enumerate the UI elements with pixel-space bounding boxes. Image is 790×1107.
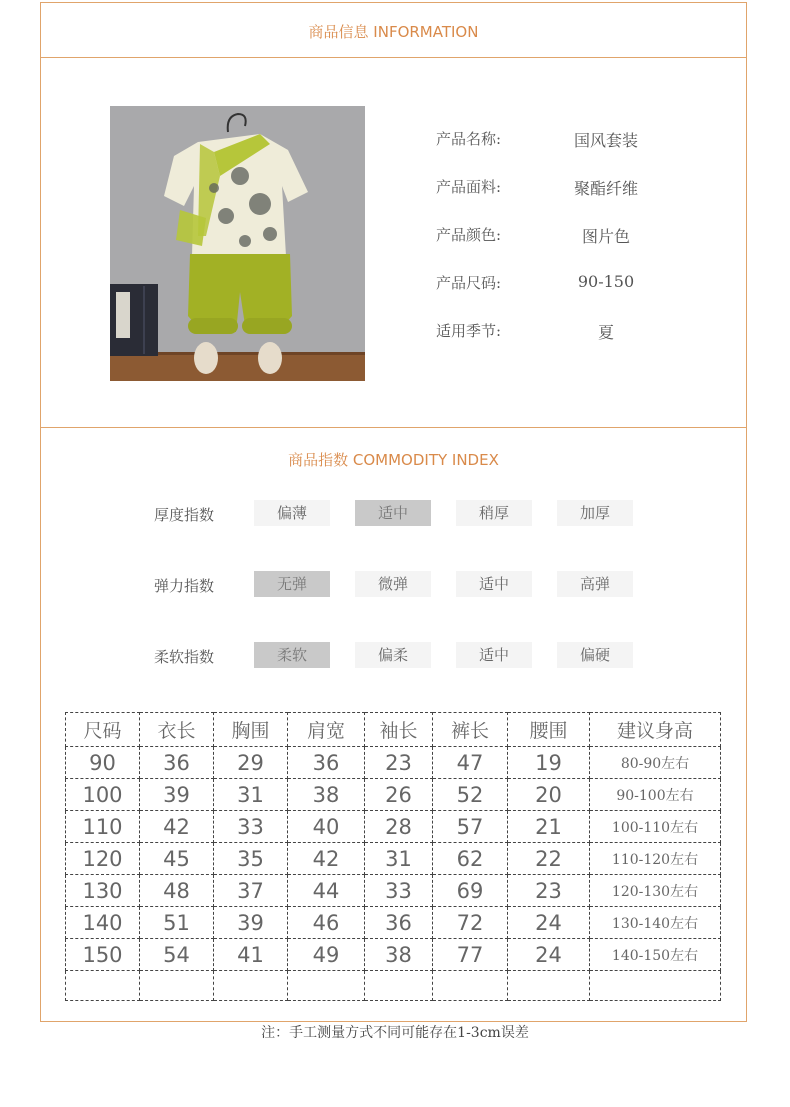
table-cell: 49 [288,939,365,971]
table-header-cell: 尺码 [66,713,140,747]
table-cell: 23 [508,875,590,907]
index-option: 高弹 [557,571,633,597]
table-header-cell: 腰围 [508,713,590,747]
info-value: 聚酯纤维 [573,179,638,198]
table-row [66,939,721,971]
section-divider [40,57,747,58]
product-photo [110,106,365,381]
table-cell: 110 [66,811,140,843]
info-section-title: 商品信息 INFORMATION [308,23,479,41]
table-cell: 33 [214,811,288,843]
table-cell: 22 [508,843,590,875]
table-cell: 48 [140,875,214,907]
table-cell [590,971,721,1001]
index-option: 微弹 [355,571,431,597]
table-cell [433,971,508,1001]
table-cell: 40 [288,811,365,843]
table-cell: 36 [365,907,433,939]
table-cell: 140-150左右 [590,939,721,971]
table-cell: 51 [140,907,214,939]
table-row [66,779,721,811]
table-header-row [66,713,721,747]
table-cell: 41 [214,939,288,971]
table-cell: 62 [433,843,508,875]
table-cell [66,971,140,1001]
info-value: 国风套装 [573,131,638,150]
table-cell: 24 [508,907,590,939]
info-label: 产品尺码: [436,274,502,292]
table-cell: 77 [433,939,508,971]
index-label: 厚度指数 [154,506,215,524]
table-cell: 80-90左右 [590,747,721,779]
table-cell: 26 [365,779,433,811]
table-cell [140,971,214,1001]
table-cell: 52 [433,779,508,811]
table-cell: 31 [214,779,288,811]
table-cell: 45 [140,843,214,875]
index-option: 适中 [456,642,532,668]
table-cell: 20 [508,779,590,811]
table-cell: 110-120左右 [590,843,721,875]
table-cell: 36 [288,747,365,779]
table-cell [365,971,433,1001]
table-cell: 100 [66,779,140,811]
table-cell: 140 [66,907,140,939]
table-cell: 54 [140,939,214,971]
table-cell: 120 [66,843,140,875]
table-cell: 42 [140,811,214,843]
info-row-season [436,320,696,344]
table-header-cell: 袖长 [365,713,433,747]
table-cell: 33 [365,875,433,907]
index-option: 偏硬 [557,642,633,668]
table-header-cell: 胸围 [214,713,288,747]
table-cell: 31 [365,843,433,875]
table-row [66,747,721,779]
table-cell [288,971,365,1001]
table-cell: 120-130左右 [590,875,721,907]
table-cell: 28 [365,811,433,843]
index-option: 适中 [355,500,431,526]
table-header-cell: 裤长 [433,713,508,747]
index-option: 偏柔 [355,642,431,668]
table-cell: 130-140左右 [590,907,721,939]
info-label: 产品面料: [436,178,502,196]
table-cell: 19 [508,747,590,779]
table-cell: 37 [214,875,288,907]
table-cell: 42 [288,843,365,875]
table-cell: 69 [433,875,508,907]
table-cell: 39 [214,907,288,939]
table-header-cell: 肩宽 [288,713,365,747]
info-value: 图片色 [581,227,630,246]
index-section-title: 商品指数 COMMODITY INDEX [288,451,499,469]
info-value: 90-150 [577,272,635,291]
index-option: 无弹 [254,571,330,597]
info-label: 产品颜色: [436,226,502,244]
index-option: 适中 [456,571,532,597]
table-row [66,907,721,939]
table-cell: 57 [433,811,508,843]
table-cell: 90 [66,747,140,779]
info-row-color [436,224,696,248]
measurement-note: 注：手工测量方式不同可能存在1-3cm误差 [261,1025,529,1041]
index-option: 柔软 [254,642,330,668]
index-label: 弹力指数 [154,577,215,595]
size-table [65,712,721,1001]
table-cell: 100-110左右 [590,811,721,843]
table-cell: 150 [66,939,140,971]
info-label: 产品名称: [436,130,502,148]
info-row-fabric [436,176,696,200]
info-row-size [436,272,696,296]
info-row-name [436,128,696,152]
table-cell: 23 [365,747,433,779]
table-cell: 46 [288,907,365,939]
table-cell [214,971,288,1001]
index-option: 加厚 [557,500,633,526]
table-cell [508,971,590,1001]
table-row [66,843,721,875]
section-divider [40,427,747,428]
table-cell: 36 [140,747,214,779]
table-cell: 47 [433,747,508,779]
table-header-cell: 衣长 [140,713,214,747]
info-label: 适用季节: [436,322,502,340]
table-header-cell: 建议身高 [590,713,721,747]
index-option: 偏薄 [254,500,330,526]
table-cell: 44 [288,875,365,907]
table-cell: 35 [214,843,288,875]
info-value: 夏 [597,323,614,342]
table-cell: 38 [288,779,365,811]
table-cell: 38 [365,939,433,971]
table-cell: 39 [140,779,214,811]
table-row [66,811,721,843]
index-option: 稍厚 [456,500,532,526]
table-cell: 29 [214,747,288,779]
index-label: 柔软指数 [154,648,215,666]
table-row-empty [66,971,721,1001]
table-cell: 90-100左右 [590,779,721,811]
table-cell: 21 [508,811,590,843]
table-cell: 130 [66,875,140,907]
table-cell: 72 [433,907,508,939]
table-cell: 24 [508,939,590,971]
table-row [66,875,721,907]
